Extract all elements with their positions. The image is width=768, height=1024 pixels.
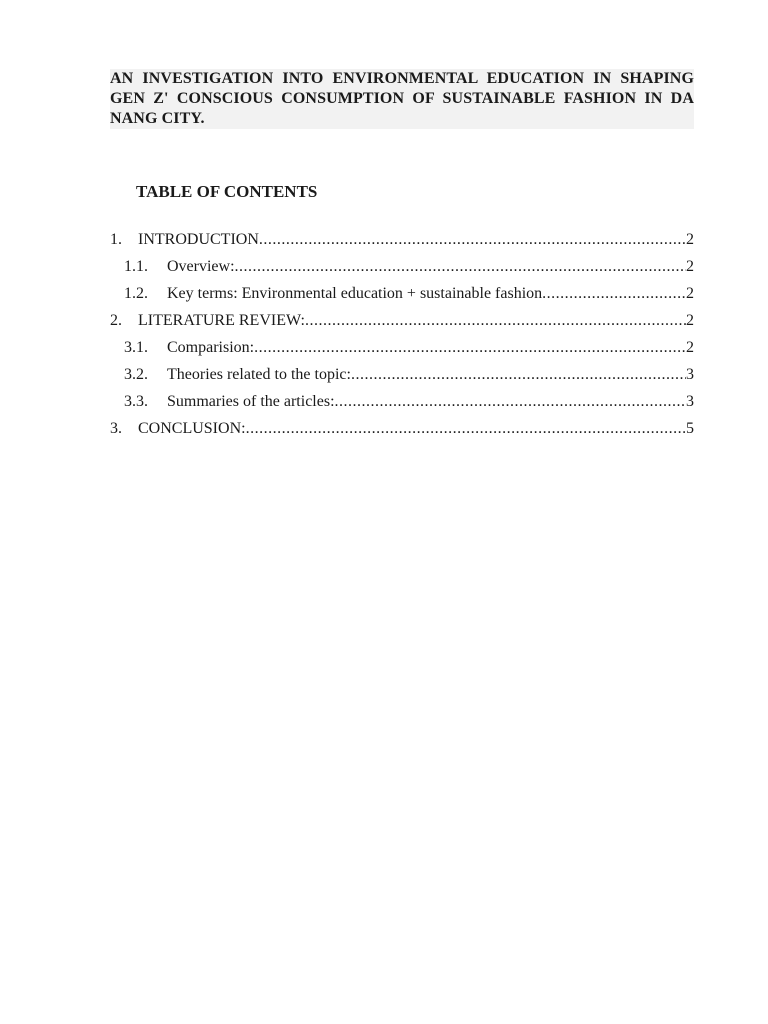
toc-entry-literature-review[interactable] <box>110 310 694 337</box>
toc-dot-leader <box>335 391 686 413</box>
toc-entry-page: 2 <box>686 258 694 275</box>
toc-entry-key-terms[interactable] <box>110 283 694 310</box>
toc-entry-number: 3.3. <box>124 393 148 410</box>
toc-dot-leader <box>542 283 686 305</box>
toc-dot-leader <box>351 364 686 386</box>
toc-entry-number: 3.1. <box>124 339 148 356</box>
toc-entry-introduction[interactable] <box>110 229 694 256</box>
toc-entry-label: Overview: <box>167 258 235 275</box>
toc-entry-page: 3 <box>686 366 694 383</box>
toc-entry-label: Comparision: <box>167 339 255 356</box>
toc-entry-label: CONCLUSION: <box>138 420 246 437</box>
toc-entry-page: 5 <box>686 420 694 437</box>
toc-entry-overview[interactable] <box>110 256 694 283</box>
toc-entry-summaries[interactable] <box>110 391 694 418</box>
toc-entry-comparision[interactable] <box>110 337 694 364</box>
toc-entry-label: INTRODUCTION <box>138 231 259 248</box>
toc-entry-label: LITERATURE REVIEW: <box>138 312 305 329</box>
toc-entry-number: 1. <box>110 231 122 248</box>
document-title: AN INVESTIGATION INTO ENVIRONMENTAL EDUCATION IN SHAPING GEN Z' CONSCIOUS CONSUMPTION OF SUSTAINABLE FASHION IN DA NANG CITY. <box>110 70 694 127</box>
toc-entry-page: 2 <box>686 339 694 356</box>
toc-heading: TABLE OF CONTENTS <box>136 182 318 201</box>
toc-dot-leader <box>259 229 686 251</box>
toc-entry-page: 2 <box>686 312 694 329</box>
toc-entry-number: 3.2. <box>124 366 148 383</box>
toc-entry-theories[interactable] <box>110 364 694 391</box>
toc-entry-number: 1.2. <box>124 285 148 302</box>
toc-dot-leader <box>305 310 686 332</box>
table-of-contents <box>110 229 694 445</box>
toc-entry-page: 2 <box>686 231 694 248</box>
toc-entry-conclusion[interactable] <box>110 418 694 445</box>
toc-entry-number: 2. <box>110 312 122 329</box>
toc-entry-number: 3. <box>110 420 122 437</box>
toc-dot-leader <box>246 418 686 440</box>
toc-entry-label: Theories related to the topic: <box>167 366 351 383</box>
toc-entry-label: Key terms: Environmental education + sustainable fashion <box>167 285 543 302</box>
toc-entry-page: 2 <box>686 285 694 302</box>
toc-dot-leader <box>235 256 686 278</box>
toc-entry-number: 1.1. <box>124 258 148 275</box>
toc-dot-leader <box>254 337 686 359</box>
toc-entry-label: Summaries of the articles: <box>167 393 335 410</box>
toc-entry-page: 3 <box>686 393 694 410</box>
